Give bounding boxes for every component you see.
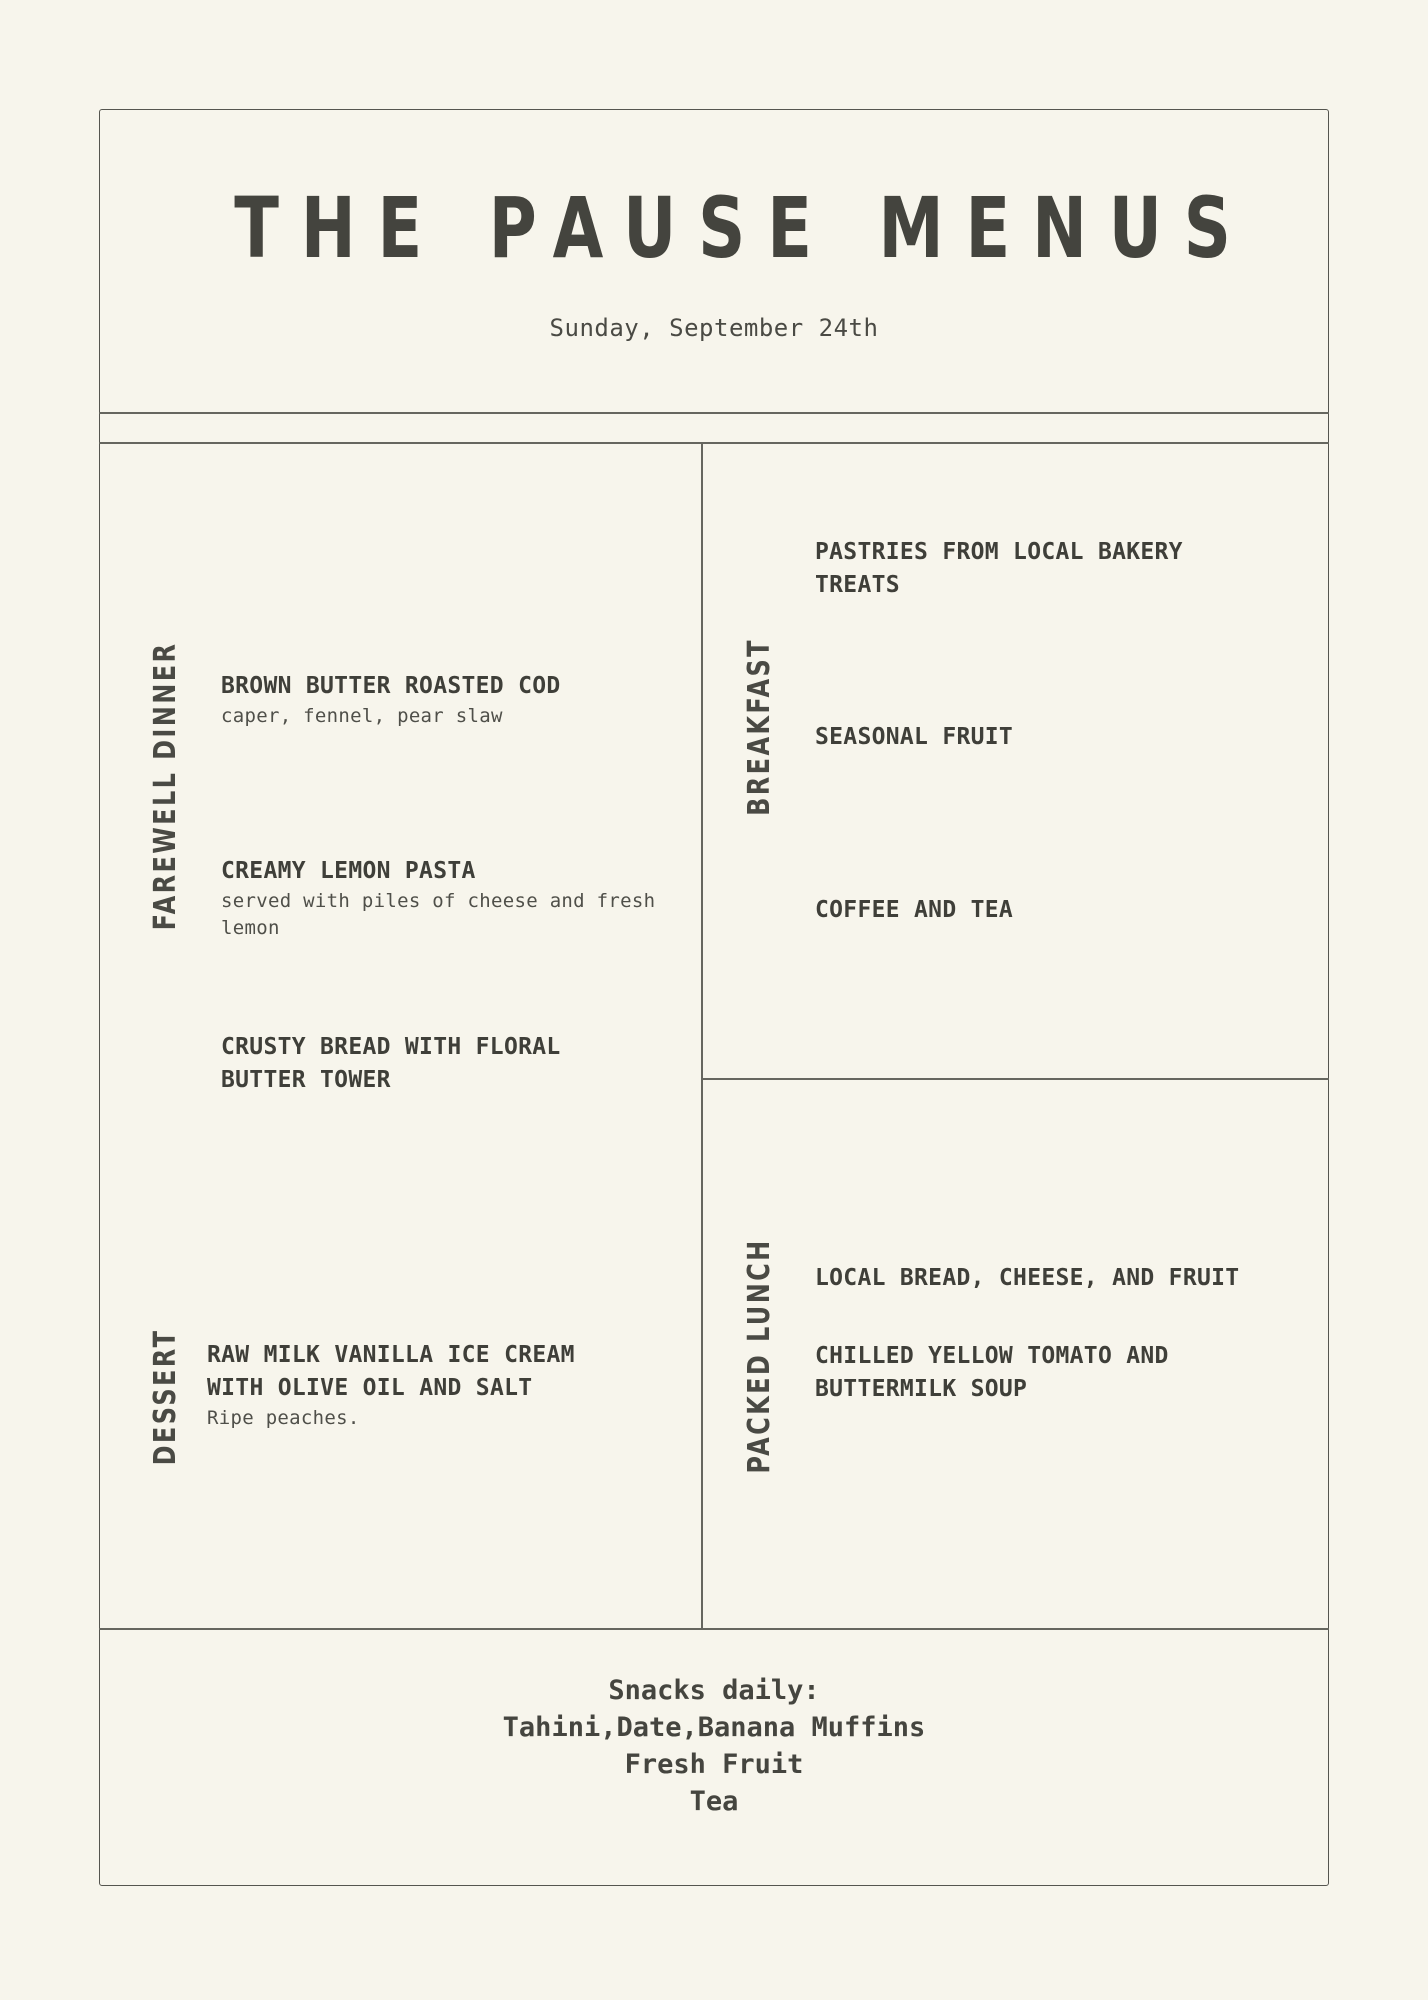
snacks-line-fruit: Fresh Fruit [624, 1749, 804, 1780]
dessert-label: DESSERT [148, 1328, 183, 1466]
item-name: SEASONAL FRUIT [815, 724, 1014, 750]
section-label-breakfast [742, 616, 777, 838]
breakfast-lunch-divider [702, 1078, 1329, 1080]
item-description: caper, fennel, pear slaw [221, 705, 503, 727]
item-name: LOCAL BREAD, CHEESE, AND FRUIT [815, 1265, 1240, 1291]
snacks-heading: Snacks daily: [608, 1675, 820, 1706]
menu-item-tomato-soup [815, 1340, 1235, 1406]
section-label-packed-lunch [742, 1209, 777, 1503]
item-name: CHILLED YELLOW TOMATO AND BUTTERMILK SOUP [815, 1343, 1169, 1402]
farewell-dinner-label: FAREWELL DINNER [148, 641, 183, 931]
menu-item-cod [221, 670, 681, 730]
item-name: PASTRIES FROM LOCAL BAKERY TREATS [815, 539, 1183, 598]
page-title: THE PAUSE MENUS [234, 179, 1253, 277]
snacks-line-muffins: Tahini,Date,Banana Muffins [502, 1712, 926, 1743]
footer-divider [99, 1628, 1329, 1630]
section-label-farewell-dinner [148, 606, 183, 967]
section-label-dessert [148, 1312, 183, 1483]
item-description: Ripe peaches. [207, 1407, 360, 1429]
menu-item-local-bread [815, 1262, 1315, 1295]
column-divider [701, 442, 703, 1630]
menu-frame [99, 109, 1329, 1886]
breakfast-label: BREAKFAST [742, 638, 777, 816]
header-divider-bottom [99, 442, 1329, 444]
menu-item-lemon-pasta [221, 855, 681, 942]
packed-lunch-label: PACKED LUNCH [742, 1238, 777, 1474]
item-name: CREAMY LEMON PASTA [221, 858, 476, 884]
item-name: COFFEE AND TEA [815, 897, 1014, 923]
item-name: BROWN BUTTER ROASTED COD [221, 673, 561, 699]
menu-date: Sunday, September 24th [549, 314, 879, 342]
menu-item-ice-cream [207, 1339, 627, 1432]
item-name: CRUSTY BREAD WITH FLORAL BUTTER TOWER [221, 1034, 561, 1093]
menu-item-crusty-bread [221, 1031, 601, 1097]
snacks-line-tea: Tea [689, 1786, 739, 1817]
item-name: RAW MILK VANILLA ICE CREAM WITH OLIVE OIL AND SALT [207, 1342, 575, 1401]
snacks-section [99, 1672, 1329, 1820]
header-divider-top [99, 412, 1329, 414]
item-description: served with piles of cheese and fresh lemon [221, 890, 656, 939]
menu-item-pastries [815, 536, 1235, 602]
menu-item-seasonal-fruit [815, 721, 1235, 754]
menu-item-coffee-tea [815, 894, 1235, 927]
